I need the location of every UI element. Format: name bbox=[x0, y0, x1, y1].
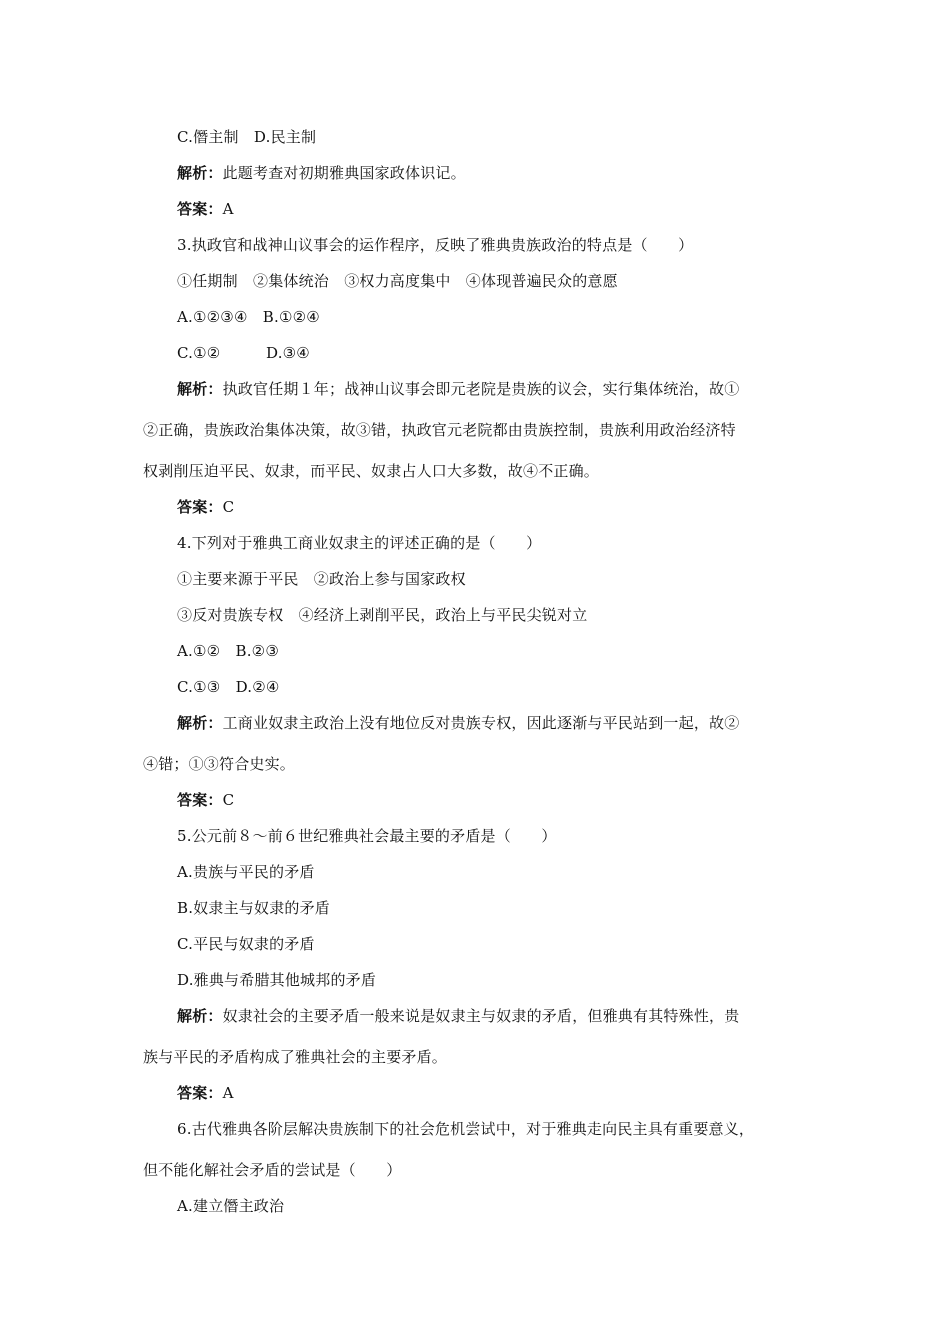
analysis-text: 执政官任期１年；战神山议事会即元老院是贵族的议会，实行集体统治，故① bbox=[222, 380, 740, 398]
q4-answer bbox=[177, 790, 234, 810]
q5-answer bbox=[177, 1083, 234, 1103]
q5-stem: 5.公元前８～前６世纪雅典社会最主要的矛盾是（ ） bbox=[177, 827, 557, 845]
analysis-label: 解析： bbox=[177, 380, 223, 398]
q2-answer bbox=[177, 199, 234, 219]
q3-options-cd: C.①② D.③④ bbox=[177, 344, 310, 362]
q6-stem-line-2: 但不能化解社会矛盾的尝试是（ ） bbox=[143, 1161, 402, 1179]
q4-options-cd: C.①③ D.②④ bbox=[177, 678, 280, 696]
q5-analysis-line-1 bbox=[177, 1006, 739, 1026]
q4-stem: 4.下列对于雅典工商业奴隶主的评述正确的是（ ） bbox=[177, 534, 542, 552]
q4-items-1: ①主要来源于平民 ②政治上参与国家政权 bbox=[177, 570, 466, 588]
q4-analysis-line-1 bbox=[177, 713, 739, 733]
analysis-text: 此题考查对初期雅典国家政体识记。 bbox=[222, 164, 466, 182]
analysis-label: 解析： bbox=[177, 1007, 223, 1025]
analysis-text: 奴隶社会的主要矛盾一般来说是奴隶主与奴隶的矛盾，但雅典有其特殊性，贵 bbox=[222, 1007, 740, 1025]
q4-analysis-line-2: ④错；①③符合史实。 bbox=[143, 755, 296, 773]
q5-option-c: C.平民与奴隶的矛盾 bbox=[177, 935, 315, 953]
q3-items: ①任期制 ②集体统治 ③权力高度集中 ④体现普遍民众的意愿 bbox=[177, 272, 618, 290]
q5-analysis-line-2: 族与平民的矛盾构成了雅典社会的主要矛盾。 bbox=[143, 1048, 448, 1066]
answer-value: A bbox=[222, 1084, 234, 1102]
answer-value: C bbox=[222, 791, 235, 809]
answer-value: C bbox=[222, 498, 235, 516]
q6-stem-line-1: 6.古代雅典各阶层解决贵族制下的社会危机尝试中，对于雅典走向民主具有重要意义， bbox=[177, 1120, 755, 1138]
q3-analysis-line-2: ②正确，贵族政治集体决策，故③错，执政官元老院都由贵族控制，贵族利用政治经济特 bbox=[143, 421, 736, 439]
answer-label: 答案： bbox=[177, 200, 223, 218]
q3-analysis-line-3: 权剥削压迫平民、奴隶，而平民、奴隶占人口大多数，故④不正确。 bbox=[143, 462, 600, 480]
q2-analysis bbox=[177, 163, 466, 183]
q5-option-d: D.雅典与希腊其他城邦的矛盾 bbox=[177, 971, 377, 989]
answer-label: 答案： bbox=[177, 1084, 223, 1102]
answer-value: A bbox=[222, 200, 234, 218]
q3-answer bbox=[177, 497, 234, 517]
q3-analysis-line-1 bbox=[177, 379, 739, 399]
q5-option-a: A.贵族与平民的矛盾 bbox=[177, 863, 315, 881]
analysis-text: 工商业奴隶主政治上没有地位反对贵族专权，因此逐渐与平民站到一起，故② bbox=[222, 714, 740, 732]
q2-options-cd: C.僭主制 D.民主制 bbox=[177, 128, 317, 146]
answer-label: 答案： bbox=[177, 791, 223, 809]
q4-options-ab: A.①② B.②③ bbox=[177, 642, 279, 660]
q5-option-b: B.奴隶主与奴隶的矛盾 bbox=[177, 899, 330, 917]
analysis-label: 解析： bbox=[177, 714, 223, 732]
q6-option-a: A.建立僭主政治 bbox=[177, 1197, 285, 1215]
answer-label: 答案： bbox=[177, 498, 223, 516]
analysis-label: 解析： bbox=[177, 164, 223, 182]
q4-items-2: ③反对贵族专权 ④经济上剥削平民，政治上与平民尖锐对立 bbox=[177, 606, 588, 624]
q3-options-ab: A.①②③④ B.①②④ bbox=[177, 308, 320, 326]
q3-stem: 3.执政官和战神山议事会的运作程序，反映了雅典贵族政治的特点是（ ） bbox=[177, 236, 694, 254]
